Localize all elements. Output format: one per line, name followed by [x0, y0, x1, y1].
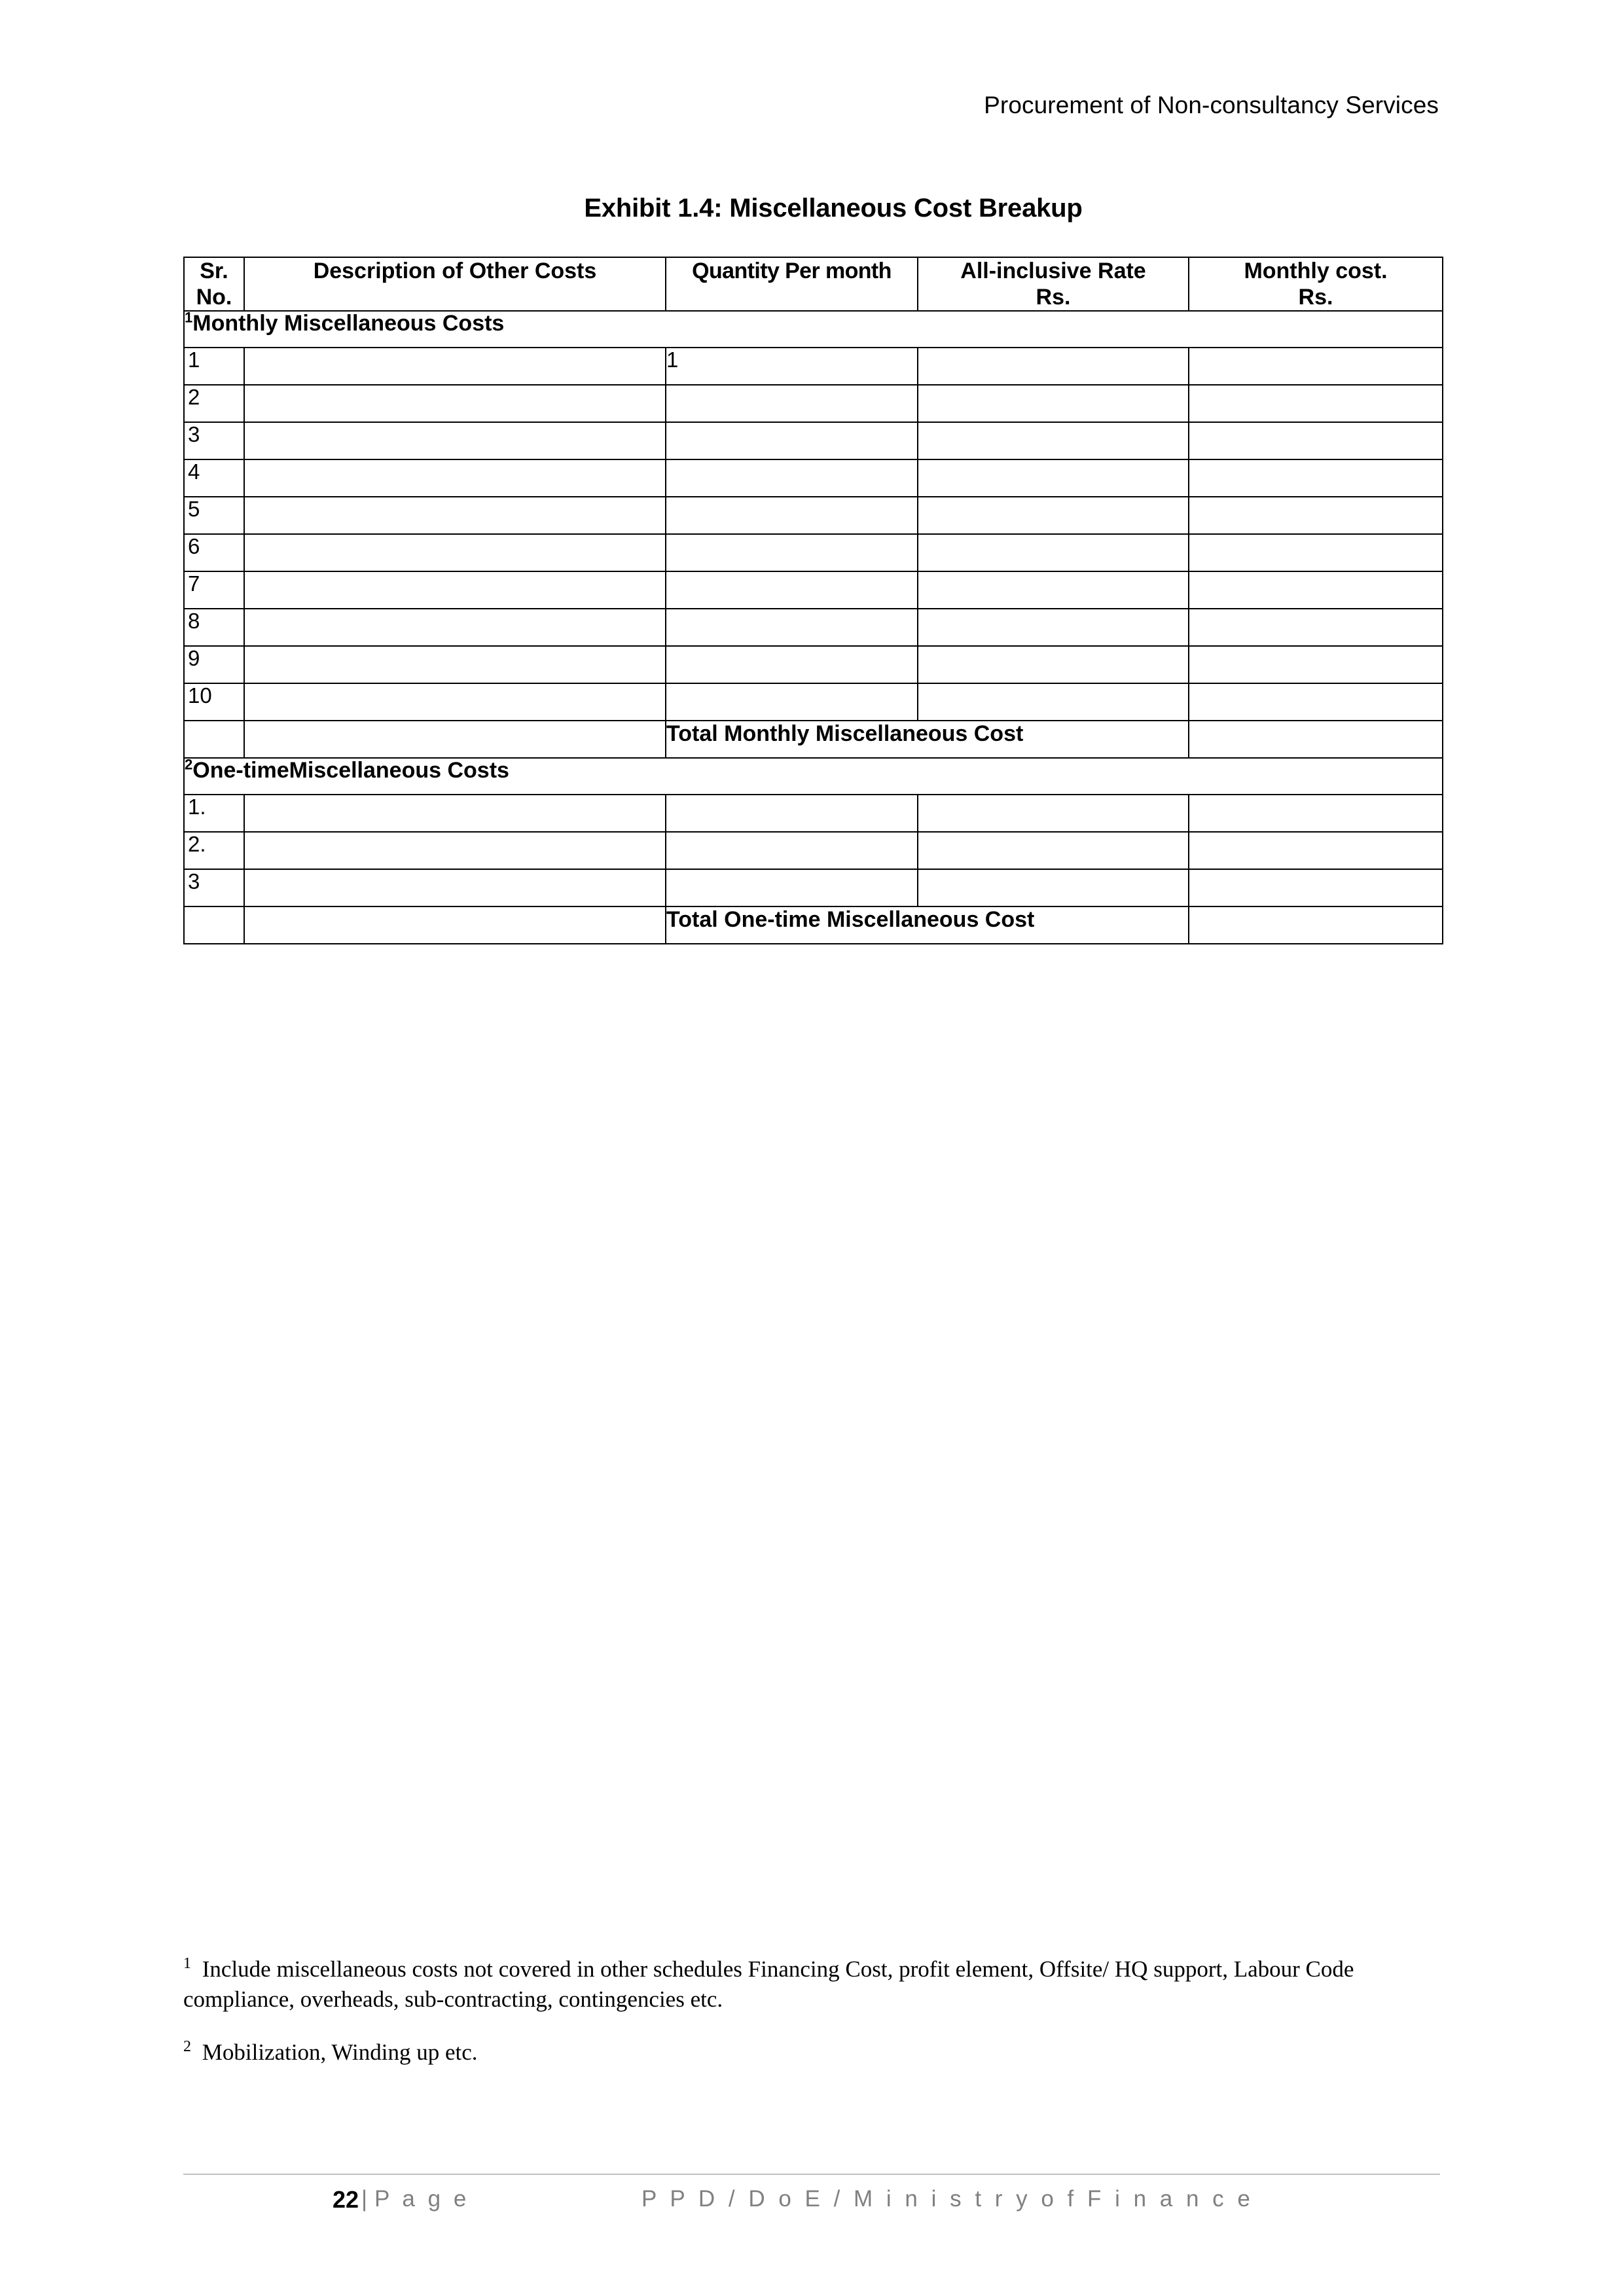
cell-sr: 7	[184, 571, 244, 609]
cell-sr: 2	[184, 385, 244, 422]
column-header-rate-line2: Rs.	[1036, 285, 1071, 310]
cell-quantity[interactable]	[666, 459, 918, 497]
cell-sr: 1.	[184, 795, 244, 832]
cell-rate[interactable]	[918, 534, 1189, 571]
footer-page-word: P a g e	[374, 2186, 470, 2212]
section-heading-row	[184, 758, 1443, 795]
cell-rate[interactable]	[918, 609, 1189, 646]
footnote-2-text: Mobilization, Winding up etc.	[202, 2039, 478, 2065]
cell-rate[interactable]	[918, 869, 1189, 906]
table-row	[184, 348, 1443, 385]
table-header-row	[184, 257, 1443, 311]
column-header-sr-no	[184, 257, 244, 311]
cell-quantity[interactable]	[666, 683, 918, 721]
cell-description[interactable]	[244, 795, 666, 832]
table-row	[184, 422, 1443, 459]
cell-description[interactable]	[244, 348, 666, 385]
cell-sr: 3	[184, 422, 244, 459]
footnote-2-marker: 2	[183, 2038, 191, 2056]
table-row	[184, 571, 1443, 609]
cell-sr: 6	[184, 534, 244, 571]
miscellaneous-cost-table	[183, 257, 1443, 944]
cell-quantity[interactable]	[666, 646, 918, 683]
cell-quantity[interactable]	[666, 795, 918, 832]
cell-description[interactable]	[244, 571, 666, 609]
running-header: Procurement of Non-consultancy Services	[984, 92, 1439, 118]
cell-rate[interactable]	[918, 795, 1189, 832]
cell-sr: 2.	[184, 832, 244, 869]
total-value-one-time[interactable]	[1189, 906, 1443, 944]
column-header-monthly-cost	[1189, 257, 1443, 311]
cell-monthly-cost[interactable]	[1189, 459, 1443, 497]
cell-quantity[interactable]	[666, 869, 918, 906]
cell-sr-empty	[184, 906, 244, 944]
table-row	[184, 646, 1443, 683]
footer-divider	[183, 2174, 1440, 2175]
cell-description[interactable]	[244, 832, 666, 869]
cell-sr: 10	[184, 683, 244, 721]
column-header-sr-line2: No.	[196, 285, 232, 310]
cell-monthly-cost[interactable]	[1189, 422, 1443, 459]
cell-rate[interactable]	[918, 385, 1189, 422]
column-header-rate-line1: All-inclusive Rate	[960, 259, 1146, 283]
cell-rate[interactable]	[918, 832, 1189, 869]
miscellaneous-cost-table-wrapper	[183, 257, 1442, 944]
table-row	[184, 609, 1443, 646]
cell-quantity[interactable]	[666, 832, 918, 869]
footnotes	[183, 1954, 1440, 2090]
total-value-monthly[interactable]	[1189, 721, 1443, 758]
page-title	[0, 194, 1624, 223]
cell-monthly-cost[interactable]	[1189, 609, 1443, 646]
cell-rate[interactable]	[918, 497, 1189, 534]
section-heading-monthly-text: Monthly Miscellaneous Costs	[192, 311, 505, 336]
cell-sr: 3	[184, 869, 244, 906]
table-row	[184, 534, 1443, 571]
section-heading-one-time-text: One-timeMiscellaneous Costs	[192, 758, 509, 783]
cell-quantity[interactable]: 1	[666, 348, 918, 385]
cell-description[interactable]	[244, 422, 666, 459]
cell-monthly-cost[interactable]	[1189, 385, 1443, 422]
cell-monthly-cost[interactable]	[1189, 832, 1443, 869]
section-heading-one-time	[184, 758, 1443, 795]
column-header-rate	[918, 257, 1189, 311]
cell-rate[interactable]	[918, 571, 1189, 609]
column-header-description: Description of Other Costs	[244, 257, 666, 311]
cell-rate[interactable]	[918, 348, 1189, 385]
table-row	[184, 497, 1443, 534]
cell-sr: 8	[184, 609, 244, 646]
cell-quantity[interactable]	[666, 534, 918, 571]
table-row	[184, 795, 1443, 832]
table-row	[184, 459, 1443, 497]
cell-monthly-cost[interactable]	[1189, 683, 1443, 721]
cell-description[interactable]	[244, 385, 666, 422]
footer-separator: |	[361, 2186, 368, 2212]
cell-description[interactable]	[244, 534, 666, 571]
section-marker-2: 2	[185, 756, 193, 773]
table-row	[184, 832, 1443, 869]
cell-monthly-cost[interactable]	[1189, 571, 1443, 609]
footnote-1-marker: 1	[183, 1955, 191, 1972]
cell-description[interactable]	[244, 459, 666, 497]
section-marker-1: 1	[185, 309, 193, 326]
table-row	[184, 683, 1443, 721]
total-label-monthly: Total Monthly Miscellaneous Cost	[666, 721, 1189, 758]
column-header-monthly-line2: Rs.	[1298, 285, 1333, 310]
cell-description[interactable]	[244, 497, 666, 534]
cell-sr: 1	[184, 348, 244, 385]
cell-quantity[interactable]	[666, 385, 918, 422]
column-header-monthly-line1: Monthly cost.	[1244, 259, 1388, 283]
total-label-one-time: Total One-time Miscellaneous Cost	[666, 906, 1189, 944]
page-title-text: Exhibit 1.4: Miscellaneous Cost Breakup	[584, 194, 1083, 223]
cell-monthly-cost[interactable]	[1189, 795, 1443, 832]
cell-sr: 4	[184, 459, 244, 497]
cell-monthly-cost[interactable]	[1189, 497, 1443, 534]
cell-quantity[interactable]	[666, 609, 918, 646]
cell-quantity[interactable]	[666, 422, 918, 459]
cell-description[interactable]	[244, 646, 666, 683]
cell-monthly-cost[interactable]	[1189, 348, 1443, 385]
cell-rate[interactable]	[918, 422, 1189, 459]
cell-rate[interactable]	[918, 683, 1189, 721]
total-row-monthly	[184, 721, 1443, 758]
cell-description[interactable]	[244, 683, 666, 721]
cell-sr: 9	[184, 646, 244, 683]
column-header-sr-line1: Sr.	[200, 259, 228, 283]
footnote-2	[183, 2037, 1440, 2068]
cell-monthly-cost[interactable]	[1189, 646, 1443, 683]
table-row	[184, 385, 1443, 422]
section-heading-monthly	[184, 311, 1443, 348]
cell-description[interactable]	[244, 869, 666, 906]
cell-sr-empty	[184, 721, 244, 758]
cell-rate[interactable]	[918, 459, 1189, 497]
section-heading-row	[184, 311, 1443, 348]
footnote-1	[183, 1954, 1440, 2015]
cell-rate[interactable]	[918, 646, 1189, 683]
cell-monthly-cost[interactable]	[1189, 869, 1443, 906]
cell-description-empty	[244, 721, 666, 758]
cell-sr: 5	[184, 497, 244, 534]
footer-page-number: 22	[333, 2186, 359, 2213]
cell-monthly-cost[interactable]	[1189, 534, 1443, 571]
total-row-one-time	[184, 906, 1443, 944]
cell-quantity[interactable]	[666, 571, 918, 609]
footer-department: P P D / D o E / M i n i s t r y o f F i n a n c e	[641, 2186, 1254, 2212]
column-header-quantity: Quantity Per month	[666, 257, 918, 311]
footnote-1-text: Include miscellaneous costs not covered in other schedules Financing Cost, profit element, Offsite/ HQ support, Labour Code compliance, overheads, sub-contracting, contingencies etc.	[183, 1956, 1354, 2012]
table-row	[184, 869, 1443, 906]
cell-description-empty	[244, 906, 666, 944]
cell-quantity[interactable]	[666, 497, 918, 534]
cell-description[interactable]	[244, 609, 666, 646]
